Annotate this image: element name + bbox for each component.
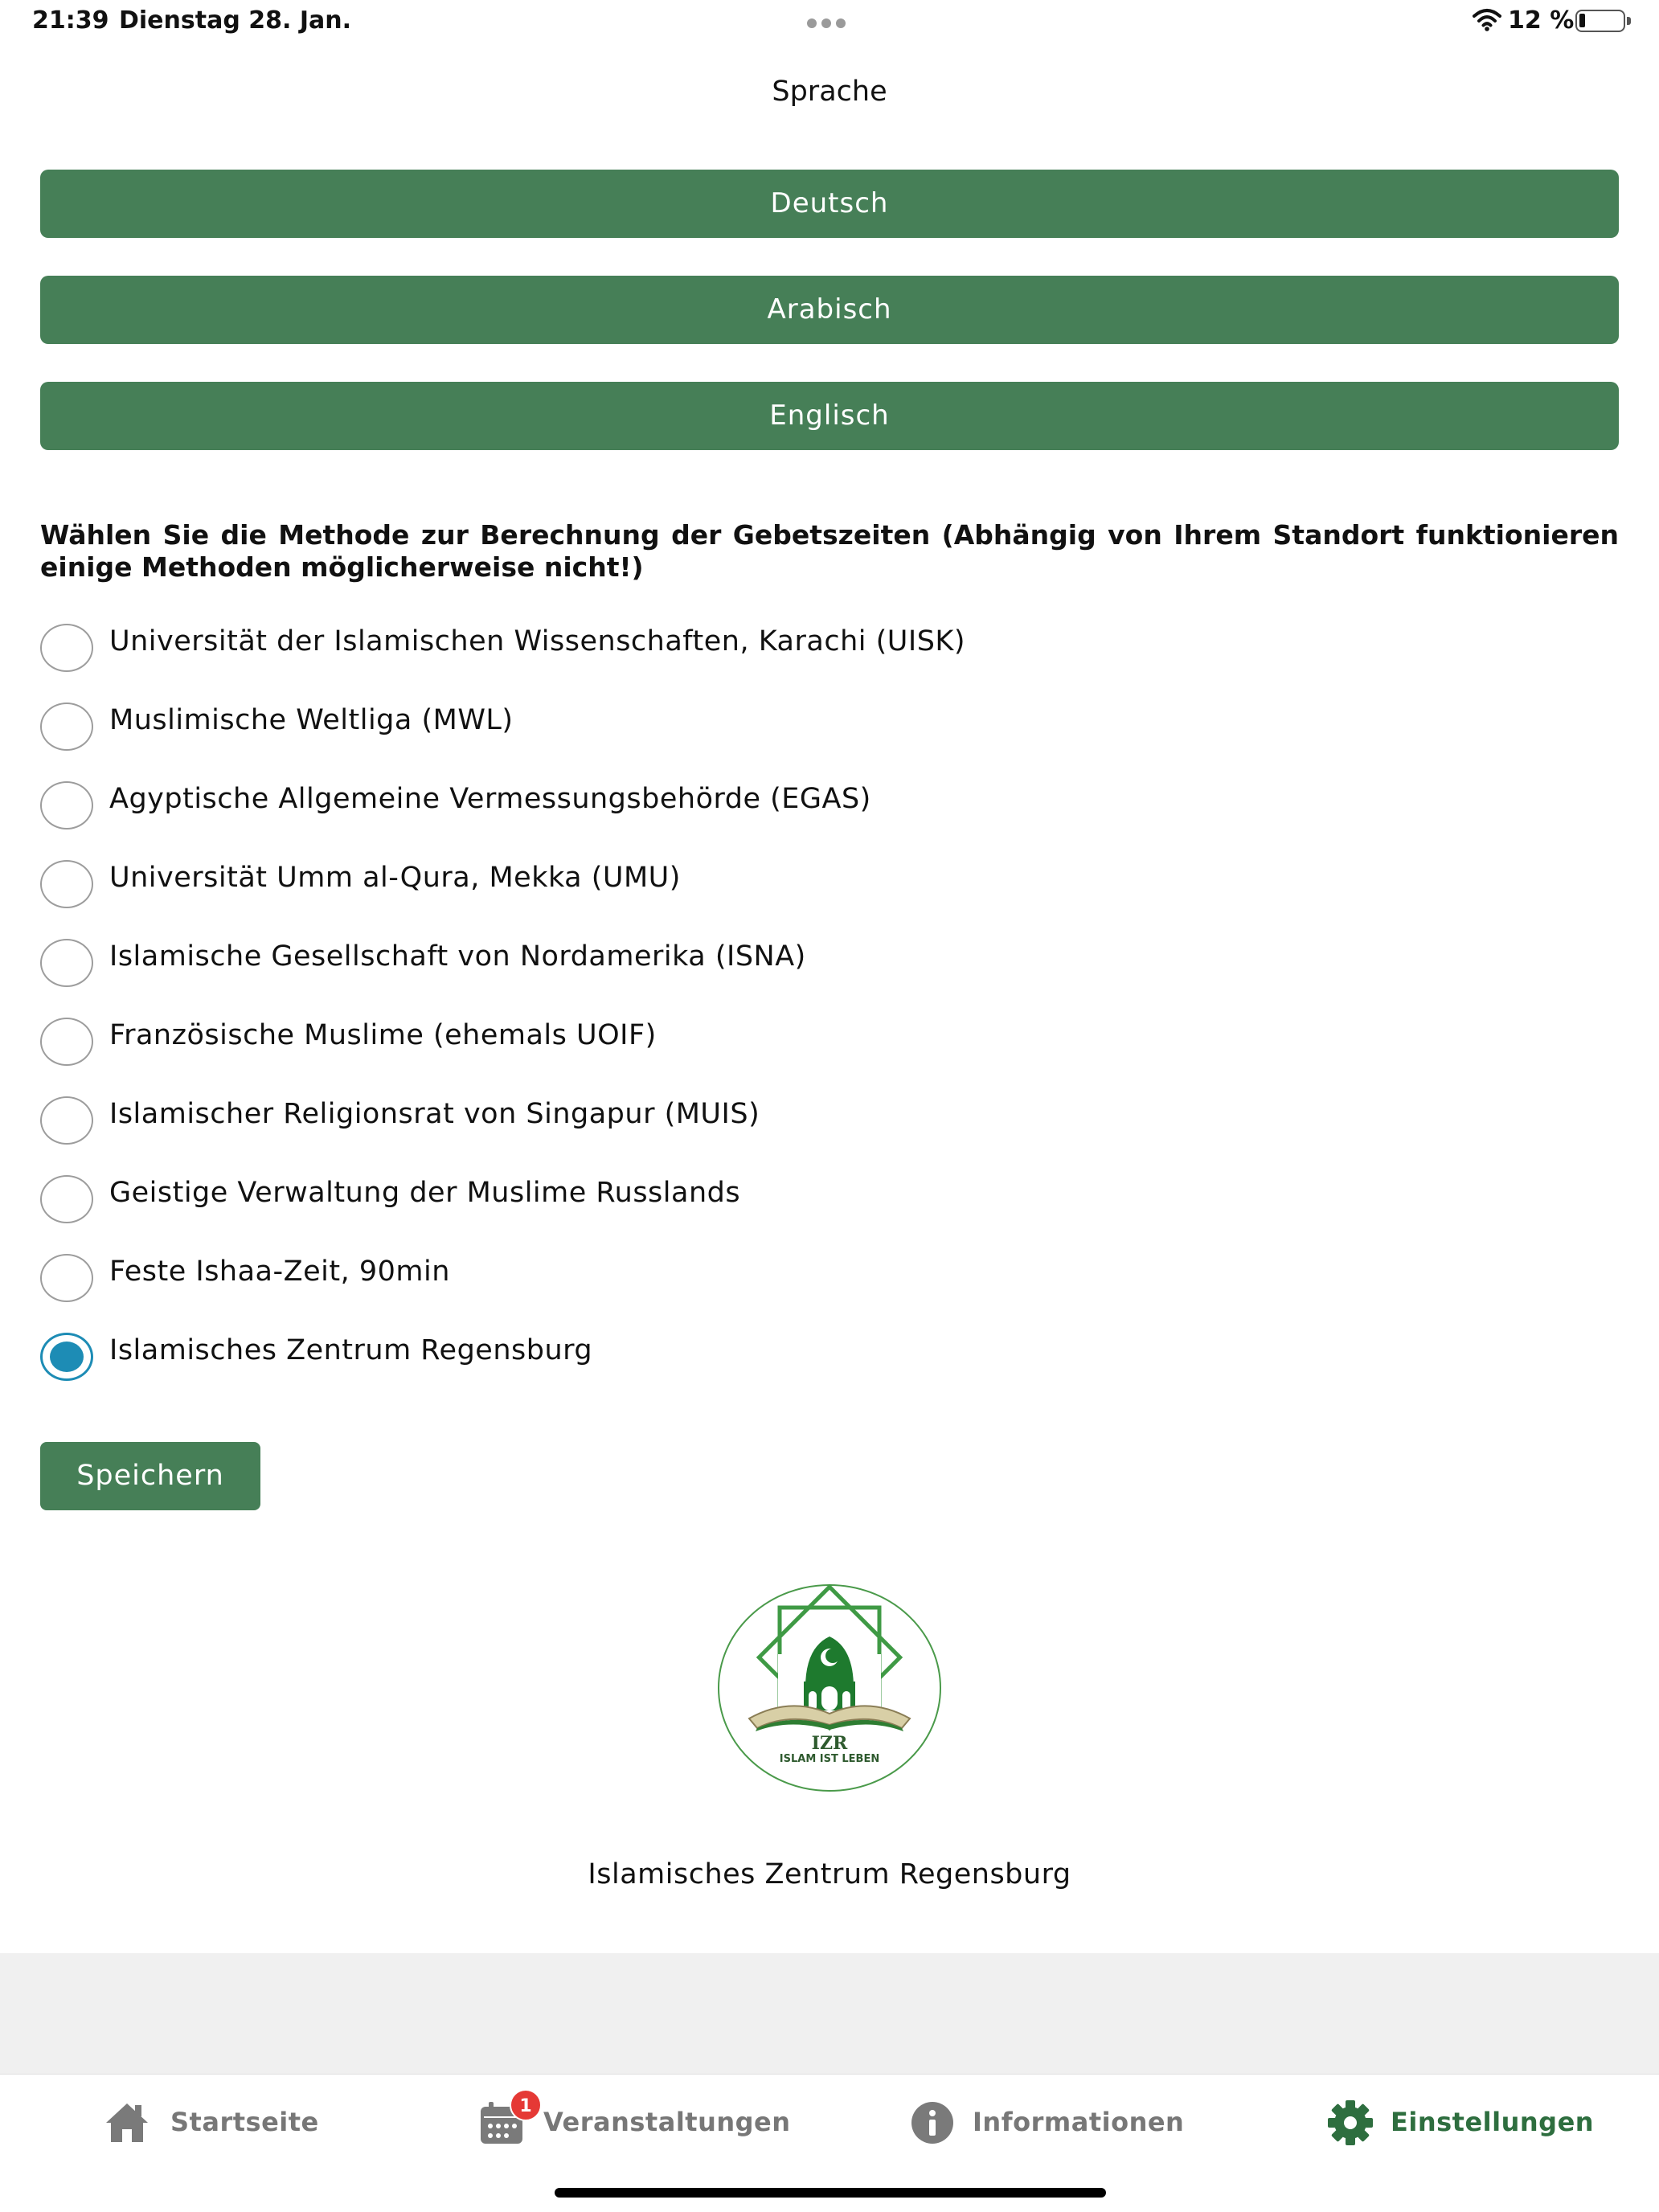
info-icon xyxy=(908,2099,956,2147)
status-bar xyxy=(0,0,1659,45)
tab-label: Einstellungen xyxy=(1391,2107,1595,2137)
organization-name: Islamisches Zentrum Regensburg xyxy=(588,1858,1071,1890)
tab-label: Informationen xyxy=(973,2107,1185,2137)
method-option-label: Agyptische Allgemeine Vermessungsbehörde (EGAS) xyxy=(109,783,871,815)
method-option-mwl[interactable] xyxy=(40,703,1487,751)
language-button-deutsch[interactable]: Deutsch xyxy=(40,170,1619,238)
radio-button[interactable] xyxy=(40,1175,93,1223)
method-option-label: Geistige Verwaltung der Muslime Russlands xyxy=(109,1177,741,1209)
radio-button[interactable] xyxy=(40,703,93,751)
notification-badge: 1 xyxy=(510,2089,542,2121)
multitasking-dots-icon[interactable] xyxy=(807,16,852,26)
method-option-label: Universität der Islamischen Wissenschaften, Karachi (UISK) xyxy=(109,625,966,657)
radio-button[interactable] xyxy=(40,624,93,672)
radio-button[interactable] xyxy=(40,939,93,987)
radio-button[interactable] xyxy=(40,1096,93,1145)
method-option-uisk[interactable] xyxy=(40,624,1487,672)
radio-button[interactable] xyxy=(40,781,93,830)
logo-initials: IZR xyxy=(811,1733,848,1754)
method-option-label: Islamisches Zentrum Regensburg xyxy=(109,1334,593,1366)
method-option-label: Islamische Gesellschaft von Nordamerika (ISNA) xyxy=(109,940,806,973)
method-option-russia[interactable] xyxy=(40,1175,1487,1223)
language-title: Sprache xyxy=(772,76,887,108)
content-footer-area xyxy=(0,1953,1659,2074)
method-option-uoif[interactable] xyxy=(40,1018,1487,1066)
wifi-icon xyxy=(1473,8,1501,32)
tab-label: Startseite xyxy=(170,2107,319,2137)
izr-logo xyxy=(717,1583,942,1792)
language-button-arabisch[interactable]: Arabisch xyxy=(40,276,1619,344)
save-button[interactable]: Speichern xyxy=(40,1442,260,1510)
battery-percent: 12 % xyxy=(1508,6,1575,35)
method-option-umu[interactable] xyxy=(40,860,1487,908)
logo-tagline: ISLAM IST LEBEN xyxy=(779,1753,880,1765)
method-option-label: Universität Umm al-Qura, Mekka (UMU) xyxy=(109,862,681,894)
method-option-label: Französische Muslime (ehemals UOIF) xyxy=(109,1019,657,1051)
home-indicator[interactable] xyxy=(555,2188,1106,2198)
method-option-label: Muslimische Weltliga (MWL) xyxy=(109,704,514,736)
method-option-label: Feste Ishaa-Zeit, 90min xyxy=(109,1256,450,1288)
radio-button[interactable] xyxy=(40,1018,93,1066)
language-button-englisch[interactable]: Englisch xyxy=(40,382,1619,450)
status-date: Dienstag 28. Jan. xyxy=(119,6,351,35)
home-icon xyxy=(103,2099,151,2147)
method-option-muis[interactable] xyxy=(40,1096,1487,1145)
method-heading: Wählen Sie die Methode zur Berechnung der Gebetszeiten (Abhängig von Ihrem Standort funktionieren einige Methoden möglicherweise nicht!) xyxy=(40,519,1619,583)
radio-button[interactable] xyxy=(40,860,93,908)
battery-icon xyxy=(1575,10,1625,32)
method-option-fixed-ishaa[interactable] xyxy=(40,1254,1487,1302)
tab-label: Veranstaltungen xyxy=(543,2107,791,2137)
gear-icon xyxy=(1326,2099,1374,2147)
method-option-isna[interactable] xyxy=(40,939,1487,987)
radio-button-selected[interactable] xyxy=(40,1333,93,1381)
method-option-izr[interactable] xyxy=(40,1333,1487,1381)
status-time: 21:39 xyxy=(32,6,109,35)
method-option-egas[interactable] xyxy=(40,781,1487,830)
radio-button[interactable] xyxy=(40,1254,93,1302)
method-option-label: Islamischer Religionsrat von Singapur (MUIS) xyxy=(109,1098,760,1130)
